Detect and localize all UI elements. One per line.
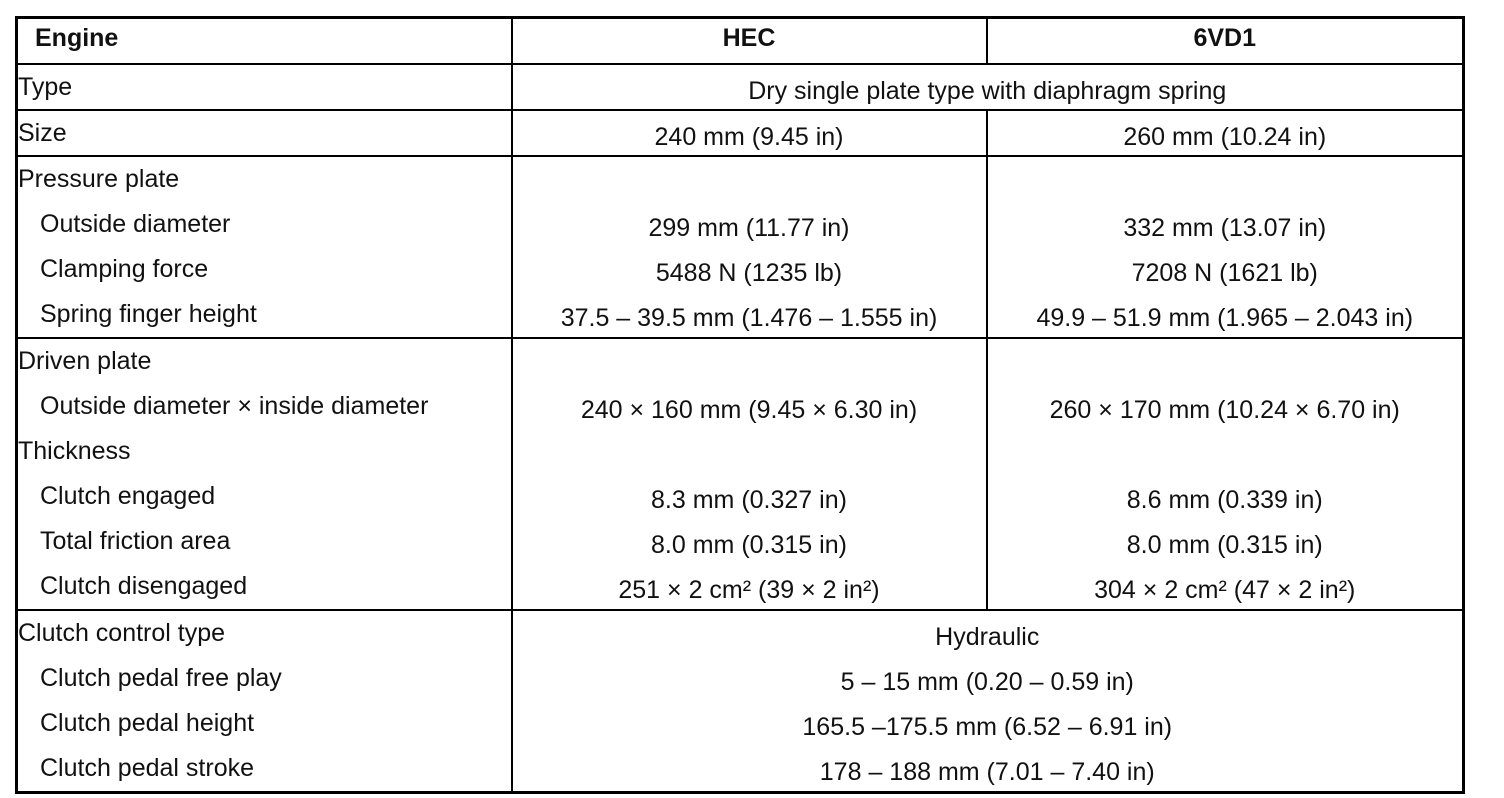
header-row — [17, 18, 1464, 65]
pressure-plate-row — [17, 156, 1464, 338]
pedal-stroke-value: 178 – 188 mm (7.01 – 7.40 in) — [819, 758, 1155, 786]
type-value: Dry single plate type with diaphragm spring — [748, 77, 1227, 105]
hec-header: HEC — [512, 18, 987, 65]
clutch-control-row — [17, 610, 1464, 793]
spring-finger-height-6vd1: 49.9 – 51.9 mm (1.965 – 2.043 in) — [1036, 304, 1414, 332]
engine-header: Engine — [17, 18, 512, 65]
clutch-disengaged-6vd1: 304 × 2 cm² (47 × 2 in²) — [1094, 576, 1356, 604]
total-friction-area-6vd1: 8.0 mm (0.315 in) — [1126, 531, 1323, 559]
pedal-stroke-label: Clutch pedal stroke — [40, 754, 255, 782]
od-id-label: Outside diameter × inside diameter — [40, 392, 429, 420]
type-row — [17, 64, 1464, 110]
clamping-force-hec: 5488 N (1235 lb) — [655, 259, 843, 287]
size-label: Size — [18, 119, 67, 147]
driven-plate-heading: Driven plate — [18, 347, 152, 375]
outside-diameter-6vd1: 332 mm (13.07 in) — [1123, 214, 1327, 242]
size-hec: 240 mm (9.45 in) — [654, 123, 844, 151]
clamping-force-label: Clamping force — [40, 255, 209, 283]
spring-finger-height-hec: 37.5 – 39.5 mm (1.476 – 1.555 in) — [560, 304, 938, 332]
clutch-engaged-label: Clutch engaged — [40, 482, 216, 510]
pedal-free-play-label: Clutch pedal free play — [40, 664, 282, 692]
size-6vd1: 260 mm (10.24 in) — [1123, 123, 1327, 151]
pedal-height-value: 165.5 –175.5 mm (6.52 – 6.91 in) — [802, 713, 1173, 741]
clutch-engaged-6vd1: 8.6 mm (0.339 in) — [1126, 486, 1323, 514]
thickness-heading: Thickness — [18, 437, 131, 465]
total-friction-area-hec: 8.0 mm (0.315 in) — [651, 531, 847, 559]
pressure-plate-heading: Pressure plate — [18, 165, 180, 193]
pedal-free-play-value: 5 – 15 mm (0.20 – 0.59 in) — [840, 668, 1134, 696]
clutch-disengaged-label: Clutch disengaged — [40, 572, 248, 600]
6vd1-header: 6VD1 — [987, 18, 1464, 65]
spring-finger-height-label: Spring finger height — [40, 300, 257, 328]
od-id-6vd1: 260 × 170 mm (10.24 × 6.70 in) — [1049, 396, 1400, 424]
clutch-control-type-label: Clutch control type — [18, 619, 226, 647]
pedal-height-label: Clutch pedal height — [40, 709, 255, 737]
size-row — [17, 110, 1464, 156]
driven-plate-row — [17, 338, 1464, 610]
od-id-hec: 240 × 160 mm (9.45 × 6.30 in) — [580, 396, 918, 424]
type-label: Type — [18, 73, 73, 101]
total-friction-area-label: Total friction area — [40, 527, 231, 555]
clutch-engaged-hec: 8.3 mm (0.327 in) — [651, 486, 847, 514]
clutch-control-type-value: Hydraulic — [935, 623, 1040, 651]
outside-diameter-label: Outside diameter — [40, 210, 231, 238]
clamping-force-6vd1: 7208 N (1621 lb) — [1131, 259, 1318, 287]
outside-diameter-hec: 299 mm (11.77 in) — [648, 214, 850, 242]
clutch-disengaged-hec: 251 × 2 cm² (39 × 2 in²) — [618, 576, 880, 604]
clutch-spec-table — [15, 16, 1465, 794]
